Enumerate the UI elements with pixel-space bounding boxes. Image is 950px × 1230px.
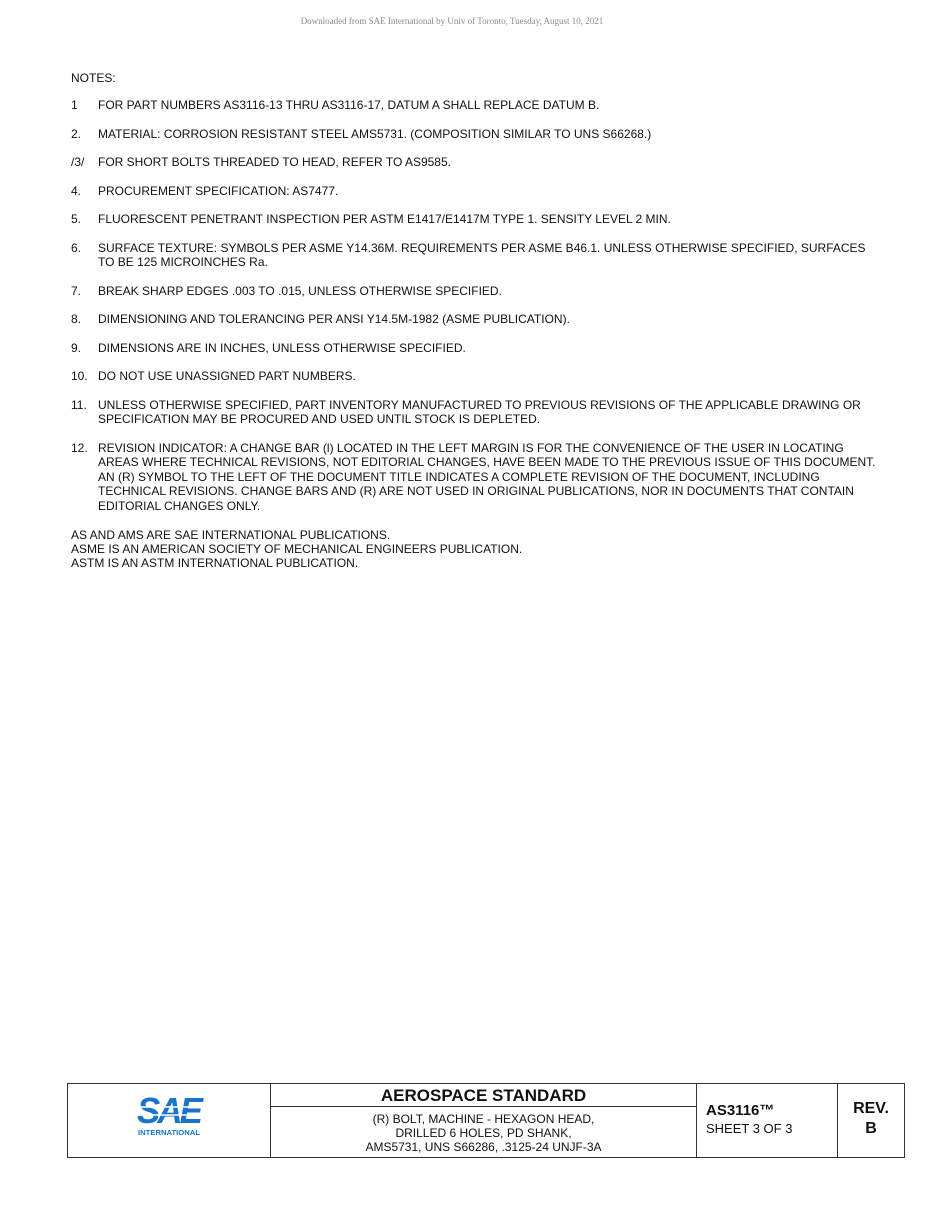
note-text: FOR PART NUMBERS AS3116-13 THRU AS3116-17, DATUM A SHALL REPLACE DATUM B. xyxy=(98,98,600,112)
note-text: SURFACE TEXTURE: SYMBOLS PER ASME Y14.36M. REQUIREMENTS PER ASME B46.1. UNLESS OTHERWISE SPECIFIED, SURFACES TO BE 125 MICROINCHES Ra. xyxy=(98,240,866,269)
note-item xyxy=(71,127,881,142)
note-text: REVISION INDICATOR: A CHANGE BAR (l) LOCATED IN THE LEFT MARGIN IS FOR THE CONVENIENCE OF THE USER IN LOCATING AREAS WHERE TECHNICAL REVISIONS, NOT EDITORIAL CHANGES, HAVE BEEN MADE TO THE PREVIOUS ISSUE OF THIS DOCUMENT. AN (R) SYMBOL TO THE LEFT OF THE DOCUMENT TITLE INDICATES A COMPLETE REVISION OF THE DOCUMENT, INCLUDING TECHNICAL REVISIONS. CHANGE BARS AND (R) ARE NOT USED IN ORIGINAL PUBLICATIONS, NOR IN DOCUMENTS THAT CONTAIN EDITORIAL CHANGES ONLY. xyxy=(98,440,876,513)
note-number: 7. xyxy=(71,283,82,298)
revision-label: REV. xyxy=(853,1100,889,1117)
publications-block xyxy=(71,528,522,570)
note-text: DIMENSIONS ARE IN INCHES, UNLESS OTHERWISE SPECIFIED. xyxy=(98,340,466,355)
note-number: 11. xyxy=(71,397,87,412)
sheet-number: SHEET 3 OF 3 xyxy=(706,1121,793,1136)
note-text: BREAK SHARP EDGES .003 TO .015, UNLESS OTHERWISE SPECIFIED. xyxy=(98,283,502,298)
note-number: 6. xyxy=(71,240,82,255)
standard-heading: AEROSPACE STANDARD xyxy=(271,1084,696,1107)
note-item xyxy=(71,241,881,270)
note-item xyxy=(71,212,881,227)
document-number-cell xyxy=(697,1084,838,1157)
note-number: 8. xyxy=(71,312,82,326)
download-notice: Downloaded from SAE International by Univ of Toronto, Tuesday, August 10, 2021 xyxy=(300,16,604,26)
publication-line: AS AND AMS ARE SAE INTERNATIONAL PUBLICATIONS. xyxy=(71,528,391,542)
document-number: AS3116™ xyxy=(706,1102,775,1119)
note-item xyxy=(71,155,881,170)
part-description xyxy=(271,1107,696,1157)
note-text: DIMENSIONING AND TOLERANCING PER ANSI Y14.5M-1982 (ASME PUBLICATION). xyxy=(98,312,570,326)
description-line: DRILLED 6 HOLES, PD SHANK, xyxy=(395,1126,572,1140)
note-number: 9. xyxy=(71,340,82,355)
description-line: (R) BOLT, MACHINE - HEXAGON HEAD, xyxy=(372,1112,595,1126)
note-number: 1 xyxy=(71,98,78,112)
sae-logo-subtext: INTERNATIONAL xyxy=(138,1130,201,1137)
note-item xyxy=(71,341,881,356)
revision-cell xyxy=(838,1084,904,1157)
note-number: 12. xyxy=(71,440,88,455)
note-number: 10. xyxy=(71,369,88,383)
note-item xyxy=(71,184,881,199)
publication-line: ASTM IS AN ASTM INTERNATIONAL PUBLICATION. xyxy=(71,556,359,570)
note-text: FLUORESCENT PENETRANT INSPECTION PER ASTM E1417/E1417M TYPE 1. SENSITY LEVEL 2 MIN. xyxy=(98,212,671,226)
title-cell xyxy=(271,1084,697,1157)
revision-value: B xyxy=(865,1120,877,1137)
note-item xyxy=(71,284,881,299)
note-text: DO NOT USE UNASSIGNED PART NUMBERS. xyxy=(98,369,356,383)
title-block xyxy=(67,1083,905,1158)
notes-title: NOTES: xyxy=(71,71,116,85)
note-item xyxy=(71,369,881,384)
note-number: 5. xyxy=(71,212,82,226)
publication-line: ASME IS AN AMERICAN SOCIETY OF MECHANICAL ENGINEERS PUBLICATION. xyxy=(71,542,523,556)
logo-cell xyxy=(68,1084,271,1157)
note-text: FOR SHORT BOLTS THREADED TO HEAD, REFER TO AS9585. xyxy=(98,155,451,169)
note-item xyxy=(71,312,881,327)
description-line: AMS5731, UNS S66286, .3125-24 UNJF-3A xyxy=(365,1140,602,1154)
note-item xyxy=(71,398,881,427)
note-item xyxy=(71,98,881,113)
note-text: UNLESS OTHERWISE SPECIFIED, PART INVENTORY MANUFACTURED TO PREVIOUS REVISIONS OF THE APPLICABLE DRAWING OR SPECIFICATION MAY BE PROCURED AND USED UNTIL STOCK IS DEPLETED. xyxy=(98,397,861,426)
note-number: 2. xyxy=(71,126,82,141)
note-text: MATERIAL: CORROSION RESISTANT STEEL AMS5731. (COMPOSITION SIMILAR TO UNS S66268.) xyxy=(98,126,652,141)
note-text: PROCUREMENT SPECIFICATION: AS7477. xyxy=(98,183,339,198)
sae-logo-text: SAE xyxy=(137,1094,204,1131)
note-item xyxy=(71,441,881,514)
notes-list xyxy=(71,98,881,527)
note-number: 4. xyxy=(71,183,82,198)
note-number: /3/ xyxy=(71,155,85,169)
sae-logo xyxy=(137,1094,207,1140)
